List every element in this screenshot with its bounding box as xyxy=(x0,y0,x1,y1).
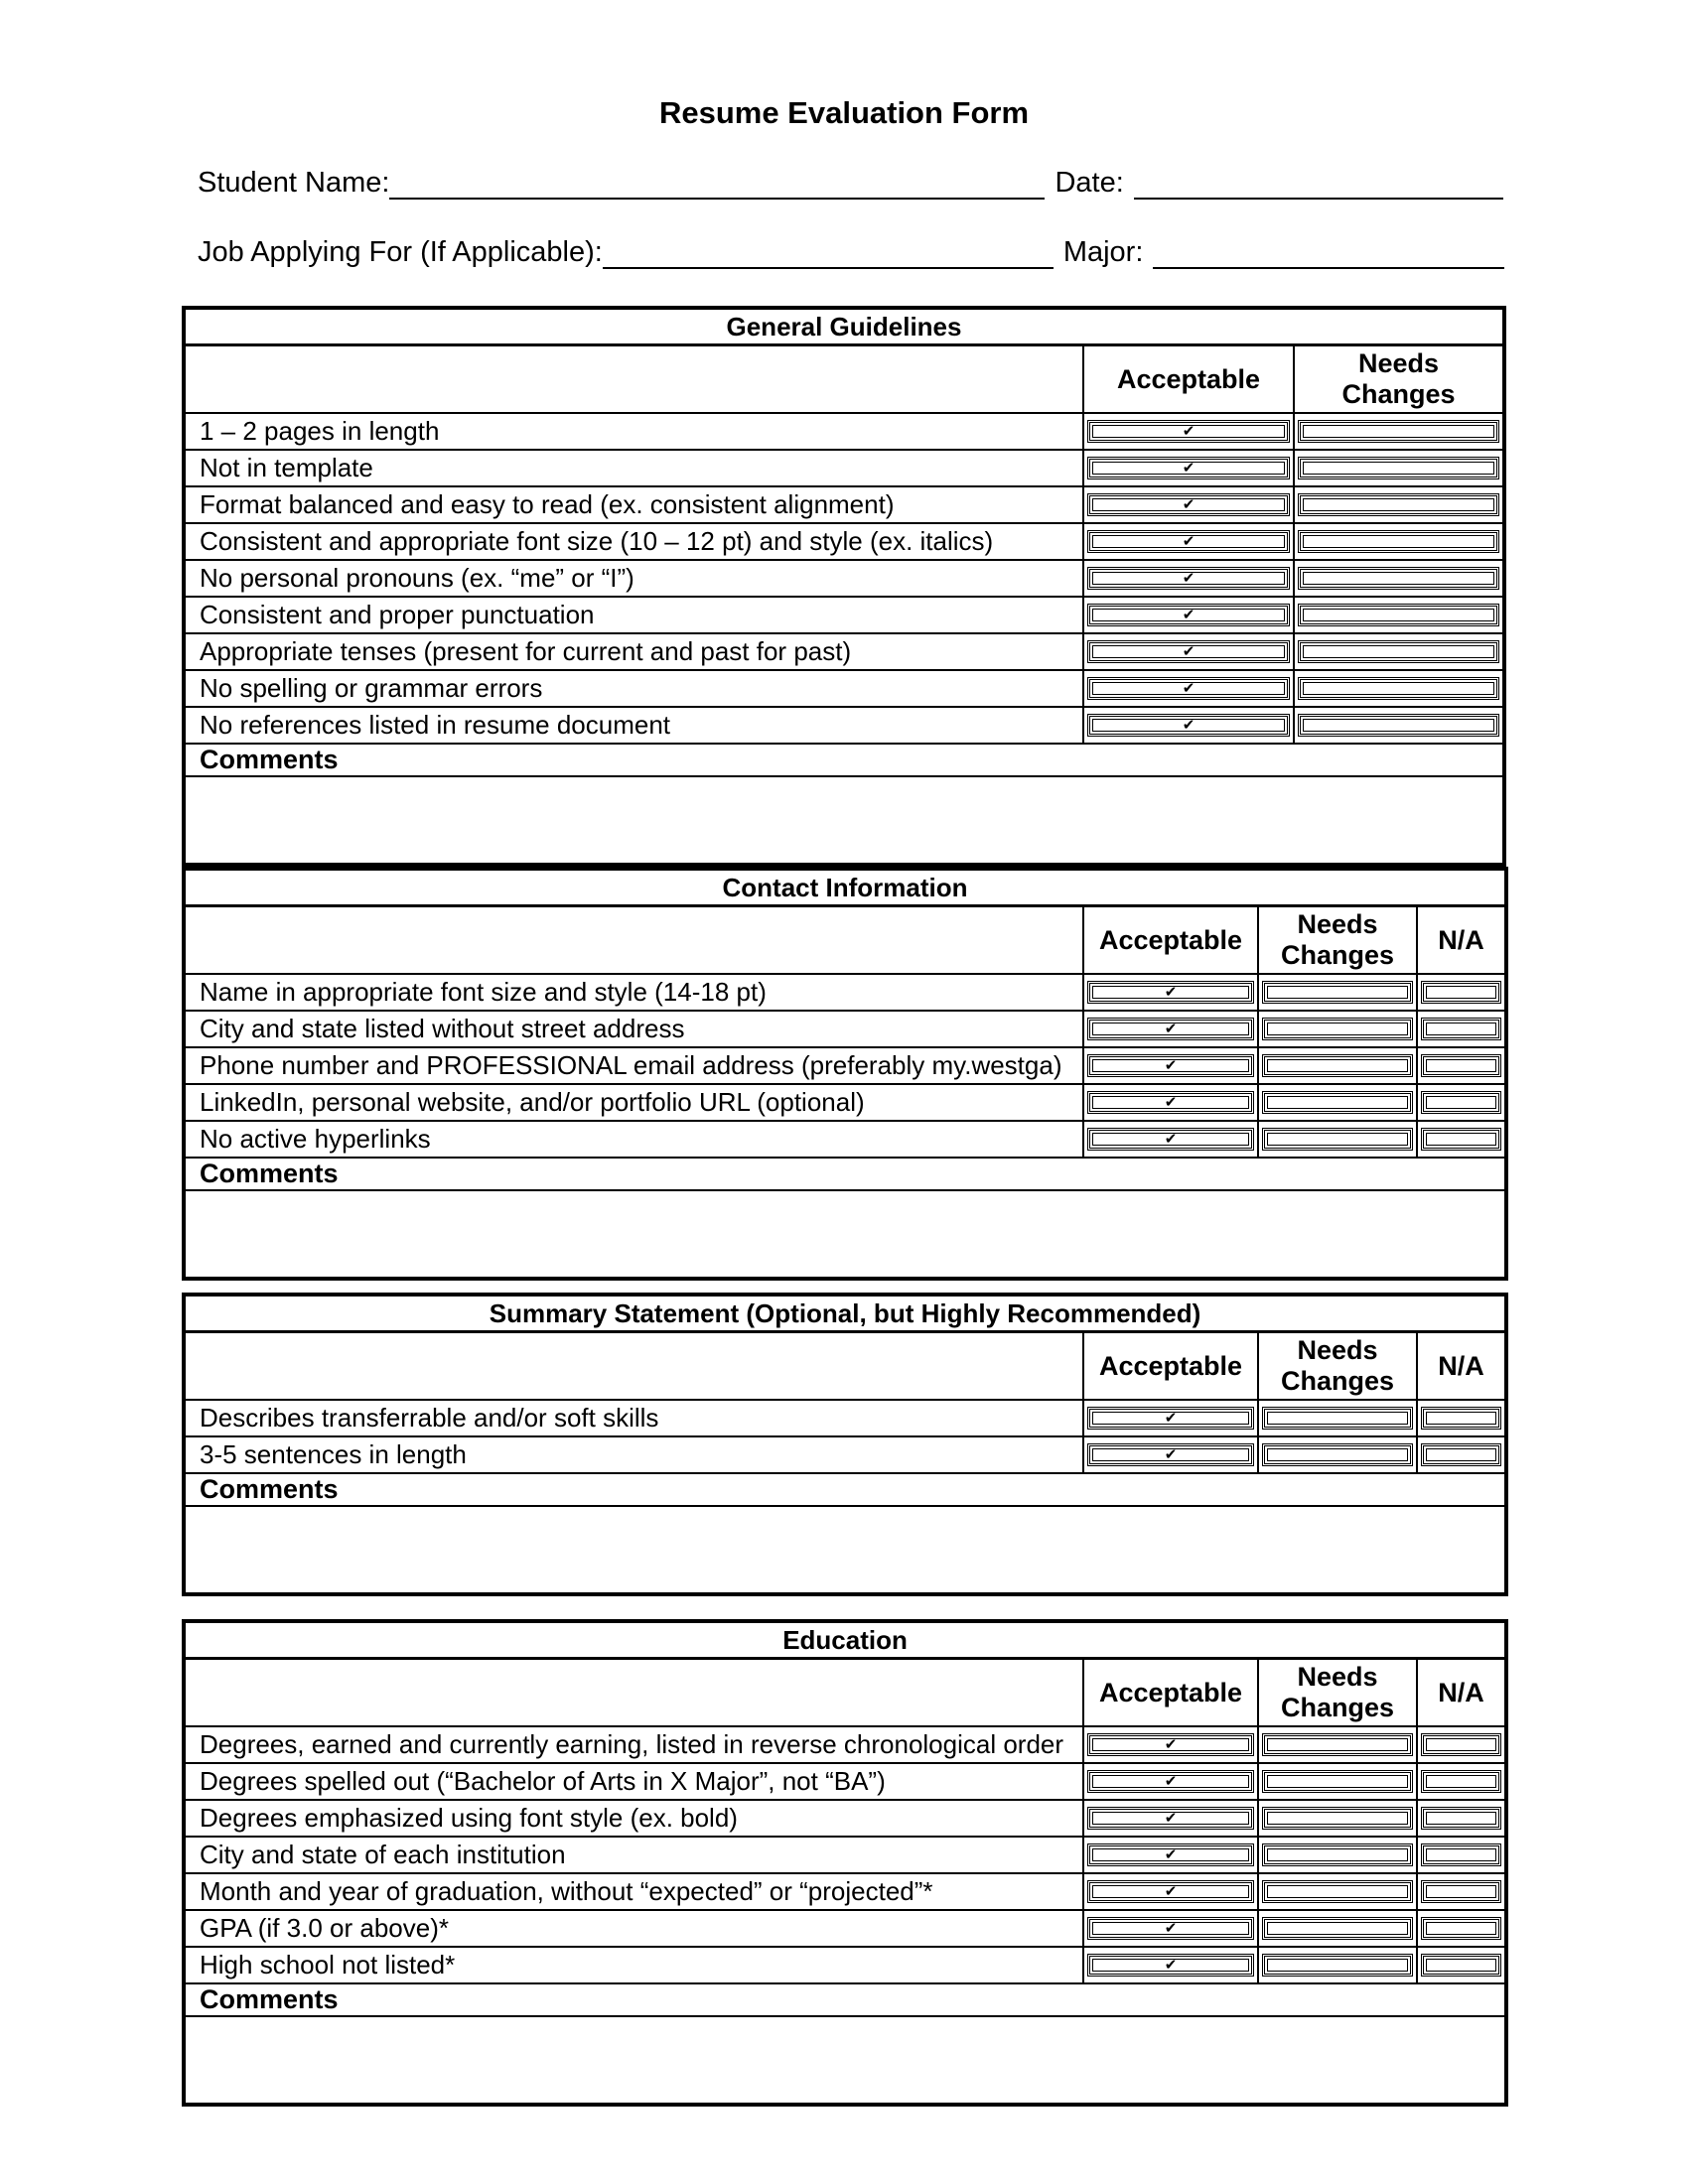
checklist-item-label: Not in template xyxy=(184,450,1083,486)
checklist-row xyxy=(184,707,1504,744)
check-mark-icon: ✔ xyxy=(1182,496,1196,513)
checkbox-cell xyxy=(1417,1436,1506,1473)
checklist-row xyxy=(184,1400,1506,1436)
comments-label: Comments xyxy=(184,744,1504,776)
checkbox-cell xyxy=(1083,633,1294,670)
check-mark-icon: ✔ xyxy=(1164,1410,1178,1427)
checkbox-cell xyxy=(1258,1400,1417,1436)
checkbox-cell xyxy=(1083,1084,1258,1121)
checkbox-cell xyxy=(1417,1837,1506,1873)
checklist-row xyxy=(184,450,1504,486)
na-checkbox[interactable] xyxy=(1421,1054,1501,1077)
checkbox-cell xyxy=(1417,1763,1506,1800)
na-checkbox[interactable] xyxy=(1421,981,1501,1004)
acceptable-checkbox[interactable] xyxy=(1087,1880,1254,1903)
column-header-acceptable: Acceptable xyxy=(1083,1332,1258,1401)
acceptable-checkbox[interactable] xyxy=(1087,640,1290,663)
acceptable-checkbox[interactable] xyxy=(1087,567,1290,590)
needs-changes-checkbox[interactable] xyxy=(1298,493,1499,516)
student-name-field[interactable] xyxy=(389,168,1045,200)
acceptable-checkbox[interactable] xyxy=(1087,457,1290,479)
checklist-item-label: GPA (if 3.0 or above)* xyxy=(184,1910,1083,1947)
student-name-label: Student Name: xyxy=(198,167,390,199)
needs-changes-checkbox[interactable] xyxy=(1262,1443,1413,1466)
needs-changes-checkbox[interactable] xyxy=(1298,714,1499,737)
acceptable-checkbox[interactable] xyxy=(1087,1843,1254,1866)
needs-changes-checkbox[interactable] xyxy=(1262,1128,1413,1151)
checkbox-cell xyxy=(1258,1121,1417,1158)
needs-changes-checkbox[interactable] xyxy=(1298,457,1499,479)
checklist-item-label: Consistent and proper punctuation xyxy=(184,597,1083,633)
checkbox-cell xyxy=(1083,1800,1258,1837)
checkbox-cell xyxy=(1258,1947,1417,1983)
acceptable-checkbox[interactable] xyxy=(1087,1407,1254,1430)
section-title: Contact Information xyxy=(184,869,1506,906)
na-checkbox[interactable] xyxy=(1421,1807,1501,1830)
acceptable-checkbox[interactable] xyxy=(1087,1018,1254,1040)
check-mark-icon: ✔ xyxy=(1164,1957,1178,1974)
checklist-row xyxy=(184,1084,1506,1121)
na-checkbox[interactable] xyxy=(1421,1443,1501,1466)
na-checkbox[interactable] xyxy=(1421,1954,1501,1977)
checklist-item-label: 3-5 sentences in length xyxy=(184,1436,1083,1473)
checklist-row xyxy=(184,1873,1506,1910)
comments-field[interactable] xyxy=(184,1506,1506,1594)
checkbox-cell xyxy=(1083,1873,1258,1910)
check-mark-icon: ✔ xyxy=(1182,460,1196,477)
checkbox-cell xyxy=(1258,1047,1417,1084)
checkbox-cell xyxy=(1083,1947,1258,1983)
item-column-header xyxy=(184,345,1083,414)
checklist-item-label: Degrees, earned and currently earning, listed in reverse chronological order xyxy=(184,1726,1083,1763)
check-mark-icon: ✔ xyxy=(1164,1810,1178,1827)
checkbox-cell xyxy=(1083,486,1294,523)
checkbox-cell xyxy=(1083,707,1294,744)
needs-changes-checkbox[interactable] xyxy=(1262,1091,1413,1114)
checklist-row xyxy=(184,523,1504,560)
column-header-needs-changes: Needs Changes xyxy=(1294,345,1504,414)
checkbox-cell xyxy=(1083,1763,1258,1800)
checkbox-cell xyxy=(1083,670,1294,707)
acceptable-checkbox[interactable] xyxy=(1087,1917,1254,1940)
column-header-needs-changes: Needs Changes xyxy=(1258,1659,1417,1727)
rows-general xyxy=(184,413,1504,744)
checklist-item-label: No spelling or grammar errors xyxy=(184,670,1083,707)
comments-label: Comments xyxy=(184,1158,1506,1190)
comments-label: Comments xyxy=(184,1473,1506,1506)
checkbox-cell xyxy=(1294,707,1504,744)
checklist-item-label: High school not listed* xyxy=(184,1947,1083,1983)
needs-changes-checkbox[interactable] xyxy=(1298,567,1499,590)
check-mark-icon: ✔ xyxy=(1182,680,1196,697)
checklist-item-label: Appropriate tenses (present for current and past for past) xyxy=(184,633,1083,670)
checkbox-cell xyxy=(1417,1011,1506,1047)
checklist-row xyxy=(184,1837,1506,1873)
na-checkbox[interactable] xyxy=(1421,1770,1501,1793)
checkbox-cell xyxy=(1417,1910,1506,1947)
checkbox-cell xyxy=(1258,1763,1417,1800)
na-checkbox[interactable] xyxy=(1421,1917,1501,1940)
checklist-row xyxy=(184,1910,1506,1947)
checklist-item-label: Month and year of graduation, without “expected” or “projected”* xyxy=(184,1873,1083,1910)
check-mark-icon: ✔ xyxy=(1182,607,1196,623)
check-mark-icon: ✔ xyxy=(1182,533,1196,550)
item-column-header xyxy=(184,906,1083,975)
acceptable-checkbox[interactable] xyxy=(1087,1733,1254,1756)
checklist-row xyxy=(184,974,1506,1011)
needs-changes-checkbox[interactable] xyxy=(1262,1407,1413,1430)
section-title: Summary Statement (Optional, but Highly Recommended) xyxy=(184,1295,1506,1332)
major-field[interactable] xyxy=(1153,237,1504,269)
checklist-item-label: Degrees emphasized using font style (ex. bold) xyxy=(184,1800,1083,1837)
checklist-item-label: Format balanced and easy to read (ex. consistent alignment) xyxy=(184,486,1083,523)
acceptable-checkbox[interactable] xyxy=(1087,604,1290,626)
column-header-na: N/A xyxy=(1417,1332,1506,1401)
section-title: Education xyxy=(184,1621,1506,1659)
checkbox-cell xyxy=(1083,597,1294,633)
job-row xyxy=(198,236,1504,269)
comments-field[interactable] xyxy=(184,776,1504,865)
checkbox-cell xyxy=(1083,413,1294,450)
check-mark-icon: ✔ xyxy=(1164,984,1178,1001)
checklist-row xyxy=(184,1121,1506,1158)
checkbox-cell xyxy=(1294,413,1504,450)
needs-changes-checkbox[interactable] xyxy=(1298,677,1499,700)
checkbox-cell xyxy=(1258,1084,1417,1121)
date-field[interactable] xyxy=(1134,168,1503,200)
check-mark-icon: ✔ xyxy=(1164,1094,1178,1111)
check-mark-icon: ✔ xyxy=(1182,717,1196,734)
check-mark-icon: ✔ xyxy=(1164,1773,1178,1790)
check-mark-icon: ✔ xyxy=(1164,1446,1178,1463)
checkbox-cell xyxy=(1417,1726,1506,1763)
checkbox-cell xyxy=(1083,1011,1258,1047)
checklist-row xyxy=(184,1726,1506,1763)
acceptable-checkbox[interactable] xyxy=(1087,1128,1254,1151)
checklist-row xyxy=(184,486,1504,523)
acceptable-checkbox[interactable] xyxy=(1087,981,1254,1004)
checklist-row xyxy=(184,1947,1506,1983)
checklist-item-label: Name in appropriate font size and style (14-18 pt) xyxy=(184,974,1083,1011)
checkbox-cell xyxy=(1083,974,1258,1011)
item-column-header xyxy=(184,1659,1083,1727)
checkbox-cell xyxy=(1294,450,1504,486)
na-checkbox[interactable] xyxy=(1421,1733,1501,1756)
checkbox-cell xyxy=(1083,1047,1258,1084)
checkbox-cell xyxy=(1294,670,1504,707)
checkbox-cell xyxy=(1258,1726,1417,1763)
checklist-item-label: City and state listed without street address xyxy=(184,1011,1083,1047)
na-checkbox[interactable] xyxy=(1421,1843,1501,1866)
checkbox-cell xyxy=(1083,1436,1258,1473)
checklist-item-label: Describes transferrable and/or soft skills xyxy=(184,1400,1083,1436)
checklist-row xyxy=(184,1436,1506,1473)
needs-changes-checkbox[interactable] xyxy=(1262,1807,1413,1830)
na-checkbox[interactable] xyxy=(1421,1128,1501,1151)
checkbox-cell xyxy=(1258,1011,1417,1047)
checkbox-cell xyxy=(1417,1400,1506,1436)
checklist-row xyxy=(184,413,1504,450)
checkbox-cell xyxy=(1258,1837,1417,1873)
na-checkbox[interactable] xyxy=(1421,1880,1501,1903)
acceptable-checkbox[interactable] xyxy=(1087,420,1290,443)
check-mark-icon: ✔ xyxy=(1182,570,1196,587)
needs-changes-checkbox[interactable] xyxy=(1262,1733,1413,1756)
checklist-item-label: 1 – 2 pages in length xyxy=(184,413,1083,450)
check-mark-icon: ✔ xyxy=(1164,1131,1178,1148)
checkbox-cell xyxy=(1083,1726,1258,1763)
checkbox-cell xyxy=(1417,974,1506,1011)
needs-changes-checkbox[interactable] xyxy=(1262,1917,1413,1940)
needs-changes-checkbox[interactable] xyxy=(1298,640,1499,663)
acceptable-checkbox[interactable] xyxy=(1087,1091,1254,1114)
checkbox-cell xyxy=(1258,1873,1417,1910)
acceptable-checkbox[interactable] xyxy=(1087,1807,1254,1830)
checklist-row xyxy=(184,633,1504,670)
checklist-row xyxy=(184,1763,1506,1800)
acceptable-checkbox[interactable] xyxy=(1087,1443,1254,1466)
column-header-needs-changes: Needs Changes xyxy=(1258,1332,1417,1401)
rows-education xyxy=(184,1726,1506,1983)
needs-changes-checkbox[interactable] xyxy=(1298,420,1499,443)
check-mark-icon: ✔ xyxy=(1164,1846,1178,1863)
checklist-row xyxy=(184,560,1504,597)
checkbox-cell xyxy=(1294,486,1504,523)
checklist-item-label: Degrees spelled out (“Bachelor of Arts in X Major”, not “BA”) xyxy=(184,1763,1083,1800)
checkbox-cell xyxy=(1417,1084,1506,1121)
needs-changes-checkbox[interactable] xyxy=(1298,604,1499,626)
checklist-row xyxy=(184,670,1504,707)
needs-changes-checkbox[interactable] xyxy=(1262,981,1413,1004)
column-header-acceptable: Acceptable xyxy=(1083,1659,1258,1727)
acceptable-checkbox[interactable] xyxy=(1087,677,1290,700)
checklist-item-label: No active hyperlinks xyxy=(184,1121,1083,1158)
major-label: Major: xyxy=(1062,236,1144,268)
check-mark-icon: ✔ xyxy=(1182,643,1196,660)
checkbox-cell xyxy=(1417,1873,1506,1910)
checkbox-cell xyxy=(1294,560,1504,597)
checkbox-cell xyxy=(1294,523,1504,560)
needs-changes-checkbox[interactable] xyxy=(1298,530,1499,553)
check-mark-icon: ✔ xyxy=(1164,1883,1178,1900)
checkbox-cell xyxy=(1083,450,1294,486)
acceptable-checkbox[interactable] xyxy=(1087,1954,1254,1977)
column-header-acceptable: Acceptable xyxy=(1083,345,1294,414)
check-mark-icon: ✔ xyxy=(1164,1736,1178,1753)
check-mark-icon: ✔ xyxy=(1164,1021,1178,1037)
date-label: Date: xyxy=(1055,167,1124,199)
checkbox-cell xyxy=(1258,1910,1417,1947)
section-summary-statement xyxy=(182,1293,1508,1596)
rows-summary xyxy=(184,1400,1506,1473)
needs-changes-checkbox[interactable] xyxy=(1262,1954,1413,1977)
needs-changes-checkbox[interactable] xyxy=(1262,1054,1413,1077)
checkbox-cell xyxy=(1083,1121,1258,1158)
checkbox-cell xyxy=(1417,1121,1506,1158)
needs-changes-checkbox[interactable] xyxy=(1262,1770,1413,1793)
check-mark-icon: ✔ xyxy=(1182,423,1196,440)
check-mark-icon: ✔ xyxy=(1164,1920,1178,1937)
acceptable-checkbox[interactable] xyxy=(1087,714,1290,737)
needs-changes-checkbox[interactable] xyxy=(1262,1018,1413,1040)
check-mark-icon: ✔ xyxy=(1164,1057,1178,1074)
checkbox-cell xyxy=(1083,560,1294,597)
checklist-item-label: Consistent and appropriate font size (10 – 12 pt) and style (ex. italics) xyxy=(184,523,1083,560)
checkbox-cell xyxy=(1258,1800,1417,1837)
section-title: General Guidelines xyxy=(184,308,1504,345)
checkbox-cell xyxy=(1083,1400,1258,1436)
item-column-header xyxy=(184,1332,1083,1401)
comments-field[interactable] xyxy=(184,1190,1506,1279)
section-general-guidelines xyxy=(182,306,1506,867)
acceptable-checkbox[interactable] xyxy=(1087,1054,1254,1077)
checklist-item-label: LinkedIn, personal website, and/or portfolio URL (optional) xyxy=(184,1084,1083,1121)
na-checkbox[interactable] xyxy=(1421,1018,1501,1040)
student-name-row xyxy=(198,167,1503,200)
checklist-row xyxy=(184,1047,1506,1084)
checkbox-cell xyxy=(1258,974,1417,1011)
column-header-acceptable: Acceptable xyxy=(1083,906,1258,975)
checklist-row xyxy=(184,597,1504,633)
acceptable-checkbox[interactable] xyxy=(1087,1770,1254,1793)
needs-changes-checkbox[interactable] xyxy=(1262,1880,1413,1903)
column-header-needs-changes: Needs Changes xyxy=(1258,906,1417,975)
na-checkbox[interactable] xyxy=(1421,1091,1501,1114)
checkbox-cell xyxy=(1083,1837,1258,1873)
checkbox-cell xyxy=(1417,1947,1506,1983)
checkbox-cell xyxy=(1417,1800,1506,1837)
checklist-item-label: No references listed in resume document xyxy=(184,707,1083,744)
checklist-row xyxy=(184,1011,1506,1047)
checklist-item-label: No personal pronouns (ex. “me” or “I”) xyxy=(184,560,1083,597)
section-contact-information xyxy=(182,867,1508,1281)
column-header-na: N/A xyxy=(1417,1659,1506,1727)
acceptable-checkbox[interactable] xyxy=(1087,493,1290,516)
checkbox-cell xyxy=(1417,1047,1506,1084)
column-header-na: N/A xyxy=(1417,906,1506,975)
checklist-row xyxy=(184,1800,1506,1837)
job-field[interactable] xyxy=(603,237,1054,269)
comments-field[interactable] xyxy=(184,2016,1506,2105)
checkbox-cell xyxy=(1294,597,1504,633)
rows-contact xyxy=(184,974,1506,1158)
checkbox-cell xyxy=(1083,523,1294,560)
section-education xyxy=(182,1619,1508,2107)
checklist-item-label: Phone number and PROFESSIONAL email address (preferably my.westga) xyxy=(184,1047,1083,1084)
checkbox-cell xyxy=(1083,1910,1258,1947)
checklist-item-label: City and state of each institution xyxy=(184,1837,1083,1873)
checkbox-cell xyxy=(1258,1436,1417,1473)
form-title: Resume Evaluation Form xyxy=(658,95,1030,130)
acceptable-checkbox[interactable] xyxy=(1087,530,1290,553)
na-checkbox[interactable] xyxy=(1421,1407,1501,1430)
job-label: Job Applying For (If Applicable): xyxy=(198,236,603,268)
needs-changes-checkbox[interactable] xyxy=(1262,1843,1413,1866)
checkbox-cell xyxy=(1294,633,1504,670)
comments-label: Comments xyxy=(184,1983,1506,2016)
